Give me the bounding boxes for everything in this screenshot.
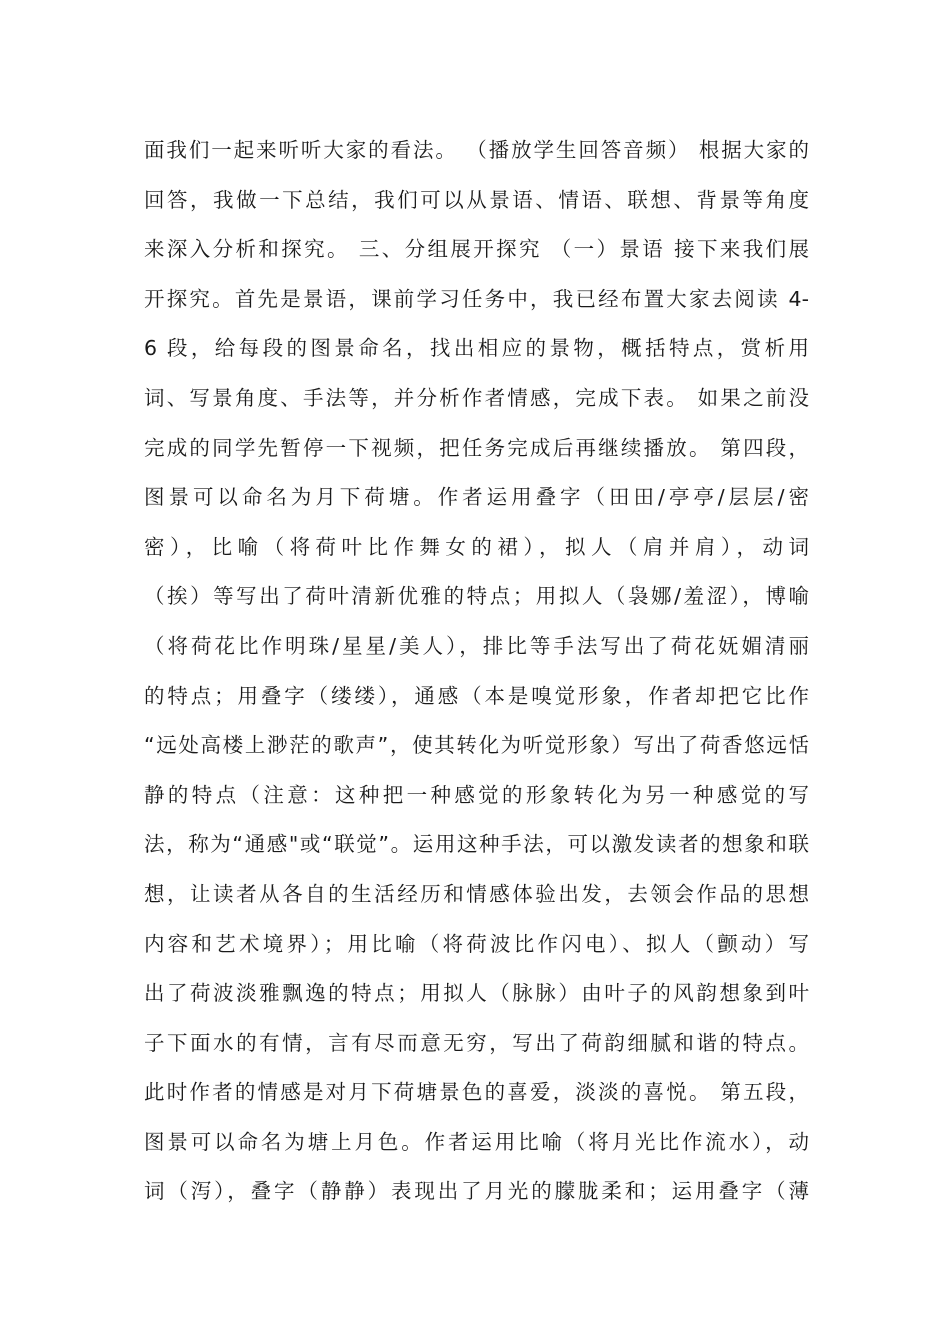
text-line: 开探究。首先是景语，课前学习任务中，我已经布置大家去阅读 4- xyxy=(144,286,809,311)
text-line: 图景可以命名为塘上月色。作者运用比喻（将月光比作流水），动 xyxy=(144,1129,809,1154)
text-line: 出了荷波淡雅飘逸的特点；用拟人（脉脉）由叶子的风韵想象到叶 xyxy=(144,981,809,1006)
text-line: （挨）等写出了荷叶清新优雅的特点；用拟人（袅娜/羞涩），博喻 xyxy=(144,584,809,609)
text-line: 法，称为“通感"或“联觉”。运用这种手法，可以激发读者的想象和联 xyxy=(144,832,809,857)
text-line: 6 段，给每段的图景命名，找出相应的景物，概括特点，赏析用 xyxy=(144,336,809,361)
text-line: 回答，我做一下总结，我们可以从景语、情语、联想、背景等角度 xyxy=(144,187,809,212)
text-line: 的特点；用叠字（缕缕），通感（本是嗅觉形象，作者却把它比作 xyxy=(144,683,809,708)
text-line: 内容和艺术境界）；用比喻（将荷波比作闪电）、拟人（颤动）写 xyxy=(144,931,809,956)
text-line: 此时作者的情感是对月下荷塘景色的喜爱，淡淡的喜悦。 第五段， xyxy=(144,1080,809,1105)
text-line: （将荷花比作明珠/星星/美人），排比等手法写出了荷花妩媚清丽 xyxy=(144,633,809,658)
text-line: 图景可以命名为月下荷塘。作者运用叠字（田田/亭亭/层层/密 xyxy=(144,485,809,510)
text-line: 词（泻），叠字（静静）表现出了月光的朦胧柔和；运用叠字（薄 xyxy=(144,1179,809,1204)
text-line: 面我们一起来听听大家的看法。 （播放学生回答音频） 根据大家的 xyxy=(144,138,809,162)
text-line: 静的特点（注意：这种把一种感觉的形象转化为另一种感觉的写 xyxy=(144,782,809,807)
text-line: 想，让读者从各自的生活经历和情感体验出发，去领会作品的思想 xyxy=(144,881,809,906)
text-line: 完成的同学先暂停一下视频，把任务完成后再继续播放。 第四段， xyxy=(144,435,809,460)
text-line: 密），比喻（将荷叶比作舞女的裙），拟人（肩并肩），动词 xyxy=(144,534,809,559)
text-line: 子下面水的有情，言有尽而意无穷，写出了荷韵细腻和谐的特点。 xyxy=(144,1030,809,1055)
text-line: 词、写景角度、手法等，并分析作者情感，完成下表。 如果之前没 xyxy=(144,385,809,410)
text-line: 来深入分析和探究。 三、分组展开探究 （一）景语 接下来我们展 xyxy=(144,237,809,262)
text-line: “远处高楼上渺茫的歌声”，使其转化为听觉形象）写出了荷香悠远恬 xyxy=(144,733,809,758)
body-text xyxy=(144,126,809,1217)
